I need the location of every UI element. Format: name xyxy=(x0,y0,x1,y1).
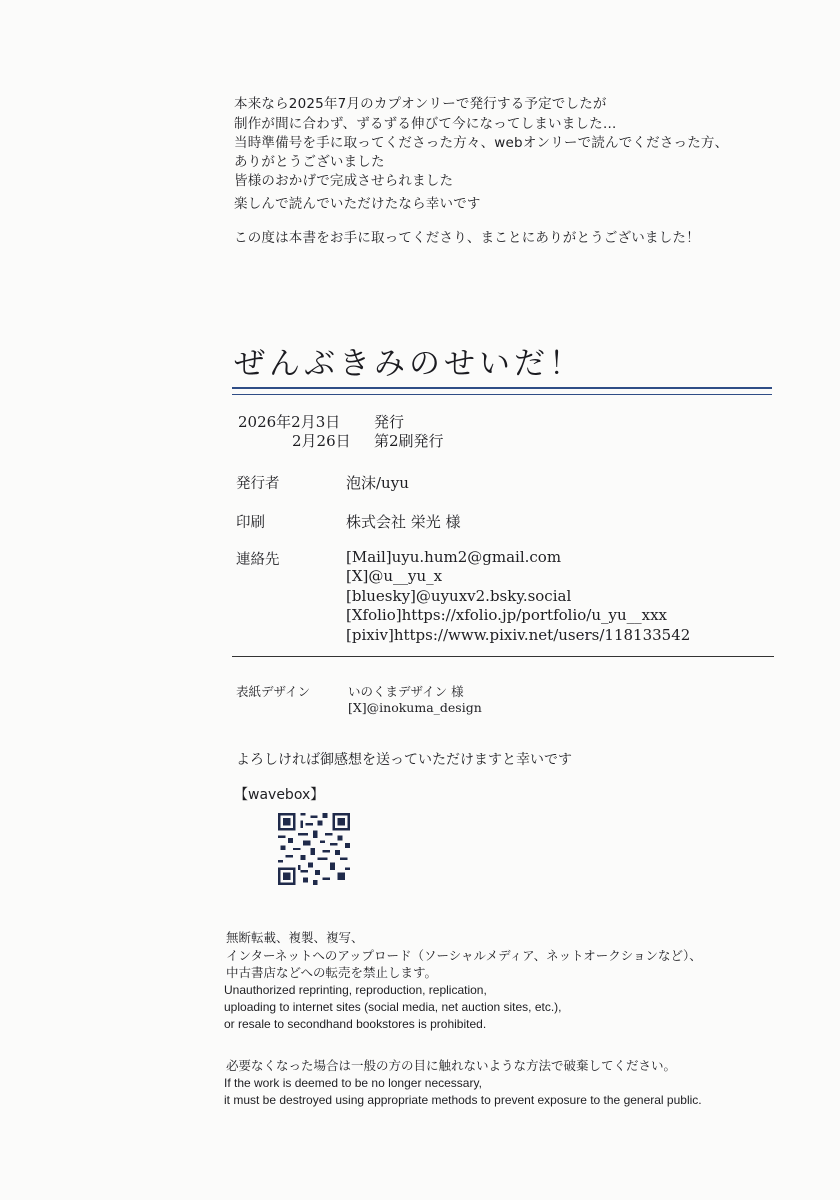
legal-jp-line-3: 中古書店などへの転売を禁止します。 xyxy=(226,965,438,980)
feedback-text: よろしければ御感想を送っていただけますと幸いです xyxy=(236,752,572,768)
legal-en-line-2: uploading to internet sites (social media, net auction sites, etc.), xyxy=(224,1000,562,1014)
printer-value: 株式会社 栄光 様 xyxy=(346,513,461,531)
design-x: [X]@inokuma_design xyxy=(348,700,482,715)
title-divider xyxy=(232,387,772,395)
first-edition-date: 2026年2月3日 xyxy=(238,413,341,431)
intro-line-1: 本来なら2025年7月のカプオンリーで発行する予定でしたが xyxy=(234,96,607,112)
contact-x: [X]@u__yu_x xyxy=(346,567,443,585)
intro-line-2: 制作が間に合わず、ずるずる伸びて今になってしまいました… xyxy=(234,116,617,132)
dispose-en-line-1: If the work is deemed to be no longer necessary, xyxy=(224,1076,482,1090)
intro-line-5: 皆様のおかげで完成させられました xyxy=(234,173,454,189)
book-title: ぜんぶきみのせいだ！ xyxy=(234,346,584,382)
wavebox-label: 【wavebox】 xyxy=(234,787,325,803)
publisher-value: 泡沫/uyu xyxy=(346,474,409,492)
contacts-divider xyxy=(232,656,774,657)
contact-xfolio: [Xfolio]https://xfolio.jp/portfolio/u_yu__xxx xyxy=(346,606,668,624)
design-value: いのくまデザイン 様 xyxy=(348,684,464,699)
contact-mail: [Mail]uyu.hum2@gmail.com xyxy=(346,548,562,566)
dispose-jp: 必要なくなった場合は一般の方の目に触れないような方法で破棄してください。 xyxy=(226,1058,677,1073)
dispose-en-line-2: it must be destroyed using appropriate methods to prevent exposure to the general public. xyxy=(224,1093,702,1107)
second-edition-date: 2月26日 xyxy=(292,432,351,450)
intro-line-4: ありがとうございました xyxy=(234,154,385,170)
legal-en-line-1: Unauthorized reprinting, reproduction, replication, xyxy=(224,983,487,997)
design-label: 表紙デザイン xyxy=(236,684,311,699)
legal-jp-line-2: インターネットへのアップロード（ソーシャルメディア、ネットオークションなど）、 xyxy=(226,948,702,963)
legal-jp-line-1: 無断転載、複製、複写、 xyxy=(226,930,364,945)
contact-bluesky: [bluesky]@uyuxv2.bsky.social xyxy=(346,587,572,605)
qr-code-icon[interactable] xyxy=(278,813,350,885)
legal-en-line-3: or resale to secondhand bookstores is prohibited. xyxy=(224,1017,487,1031)
intro-enjoy: 楽しんで読んでいただけたなら幸いです xyxy=(234,196,481,212)
publisher-label: 発行者 xyxy=(236,476,280,492)
second-edition-label: 第2刷発行 xyxy=(374,432,444,450)
contact-pixiv: [pixiv]https://www.pixiv.net/users/118133542 xyxy=(346,626,691,644)
contact-label: 連絡先 xyxy=(236,552,280,568)
intro-thanks: この度は本書をお手に取ってくださり、まことにありがとうございました！ xyxy=(234,230,700,246)
first-edition-label: 発行 xyxy=(374,413,405,431)
printer-label: 印刷 xyxy=(236,515,265,531)
intro-line-3: 当時準備号を手に取ってくださった方々、webオンリーで読んでくださった方、 xyxy=(234,135,729,151)
